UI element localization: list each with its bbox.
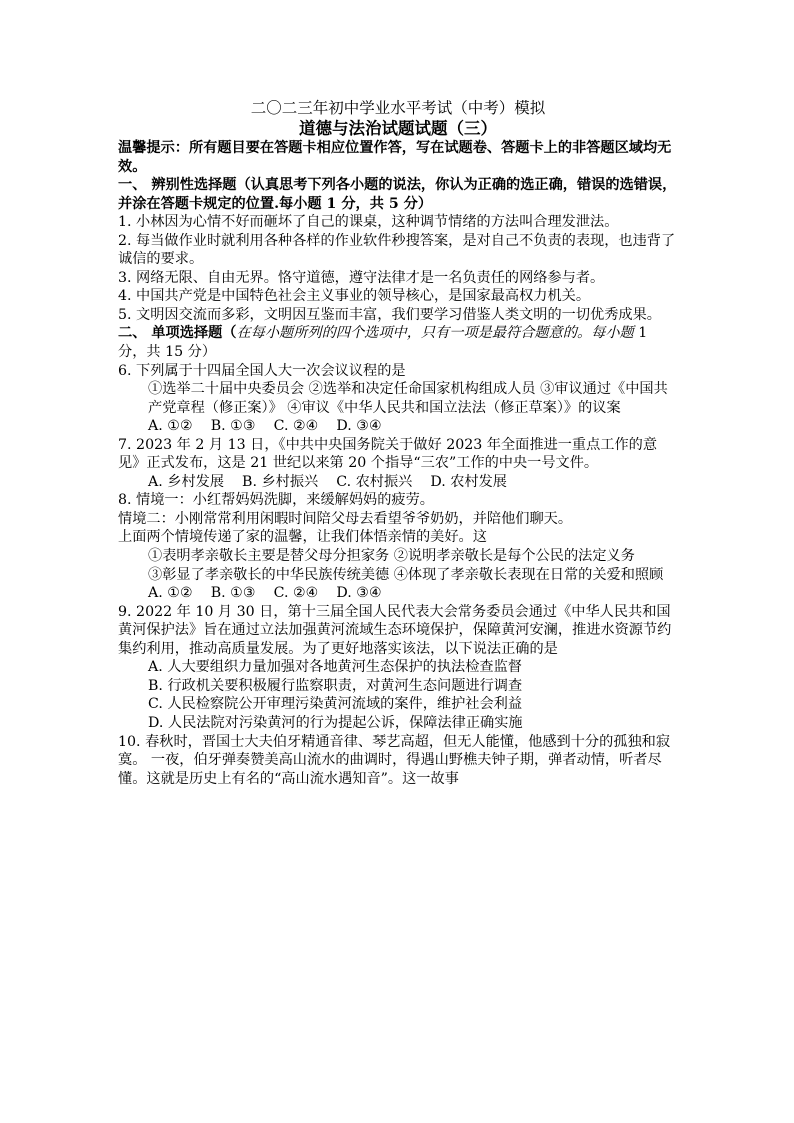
s1-item-2: 2. 每当做作业时就利用各种各样的作业软件秒搜答案，是对自己不负责的表现，也违背了诚信的要求。 (118, 232, 676, 268)
section2-heading-a: 二、 单项选择题（ (118, 325, 237, 342)
s1-item-5: 5. 文明因交流而多彩，文明因互鉴而丰富，我们要学习借鉴人类文明的一切优秀成果。 (118, 306, 661, 323)
q6-stem: 6. 下列属于十四届全国人大一次会议议程的是 (118, 362, 406, 379)
exam-title: 二〇二三年初中学业水平考试（中考）模拟 (250, 99, 546, 117)
q6-option-c: C. ②④ (273, 418, 319, 435)
q6-statements: ①选举二十届中央委员会 ②选举和决定任命国家机构组成人员 ③审议通过《中国共产党章程（修正案）》 ④审议《中华人民共和国立法法（修正草案）》的议案 (148, 381, 668, 416)
q9-option-d: D. 人民法院对污染黄河的行为提起公诉，保障法律正确实施 (148, 714, 523, 731)
notice-text: 温馨提示：所有题目要在答题卡相应位置作答，写在试题卷、答题卡上的非答题区域均无效。 (118, 140, 672, 175)
section2-heading-c: 1 分，共 15 分） (118, 325, 648, 361)
q7-option-c: C. 农村振兴 (336, 473, 413, 490)
s1-item-1: 1. 小林因为心情不好而砸坏了自己的课桌，这种调节情绪的方法叫合理发泄法。 (118, 214, 619, 231)
q9-option-a: A. 人大要组织力量加强对各地黄河生态保护的执法检查监督 (148, 659, 522, 676)
q8-option-c: C. ②④ (273, 585, 319, 602)
q8-options (118, 584, 678, 603)
q9-option-b: B. 行政机关要积极履行监察职责，对黄河生态问题进行调查 (148, 677, 523, 694)
q8-line2: 情境二：小刚常常利用闲暇时间陪父母去看望爷爷奶奶，并陪他们聊天。 (118, 510, 573, 527)
section2-heading (118, 324, 678, 361)
q9-option-c: C. 人民检察院公开审理污染黄河流域的案件，维护社会利益 (148, 696, 523, 713)
section1-heading: 一、 辨别性选择题（认真思考下列各小题的说法，你认为正确的选正确，错误的选错误，并涂在答题卡规定的位置.每小题 1 分，共 5 分） (118, 177, 677, 212)
q7-stem: 7. 2023 年 2 月 13 日，《中共中央国务院关于做好 2023 年全面推进一重点工作的意见》正式发布，这是 21 世纪以来第 20 个指导“三农”工作的中央一号文件。 (118, 436, 658, 472)
exam-page (118, 98, 678, 788)
section2-heading-b: 在每小题所列的四个选项中，只有一项是最符合题意的。每小题 (236, 325, 634, 342)
q6-option-a: A. ①② (148, 418, 193, 435)
q8-option-a: A. ①② (148, 585, 193, 602)
q7-options (118, 473, 678, 492)
q7-option-b: B. 乡村振兴 (242, 473, 319, 490)
q8-option-d: D. ③④ (336, 585, 382, 602)
q6-option-b: B. ①③ (210, 418, 256, 435)
q6-options (118, 417, 678, 436)
s1-item-4: 4. 中国共产党是中国特色社会主义事业的领导核心，是国家最高权力机关。 (118, 288, 591, 305)
s1-item-3: 3. 网络无限、自由无界。恪守道德，遵守法律才是一名负责任的网络参与者。 (118, 269, 605, 286)
q8-line1: 8. 情境一：小红帮妈妈洗脚，来缓解妈妈的疲劳。 (118, 492, 434, 509)
q6-option-d: D. ③④ (336, 418, 382, 435)
q8-statements-2: ③彰显了孝亲敬长的中华民族传统美德 ④体现了孝亲敬长表现在日常的关爱和照顾 (148, 566, 664, 583)
exam-subtitle: 道德与法治试题试题（三） (299, 119, 497, 138)
q8-statements-1: ①表明孝亲敬长主要是替父母分担家务 ②说明孝亲敬长是每个公民的法定义务 (148, 548, 635, 565)
q8-line3: 上面两个情境传递了家的温馨，让我们体悟亲情的美好。这 (118, 529, 487, 546)
q10-stem: 10. 春秋时，晋国士大夫伯牙精通音律、琴艺高超，但无人能懂，他感到十分的孤独和寂寞。 一夜，伯牙弹奏赞美高山流水的曲调时，得遇山野樵夫钟子期，弹者动情，听者尽懂。这就是历史上有名的“高山流水遇知音”。这一故事 (118, 733, 671, 787)
q8-option-b: B. ①③ (210, 585, 256, 602)
q7-option-d: D. 农村发展 (430, 473, 507, 490)
q7-option-a: A. 乡村发展 (148, 473, 225, 490)
q9-stem: 9. 2022 年 10 月 30 日，第十三届全国人民代表大会常务委员会通过《中华人民共和国黄河保护法》旨在通过立法加强黄河流域生态环境保护，保障黄河安澜，推进水资源节约集约利用，推动高质量发展。为了更好地落实该法，以下说法正确的是 (118, 603, 672, 657)
